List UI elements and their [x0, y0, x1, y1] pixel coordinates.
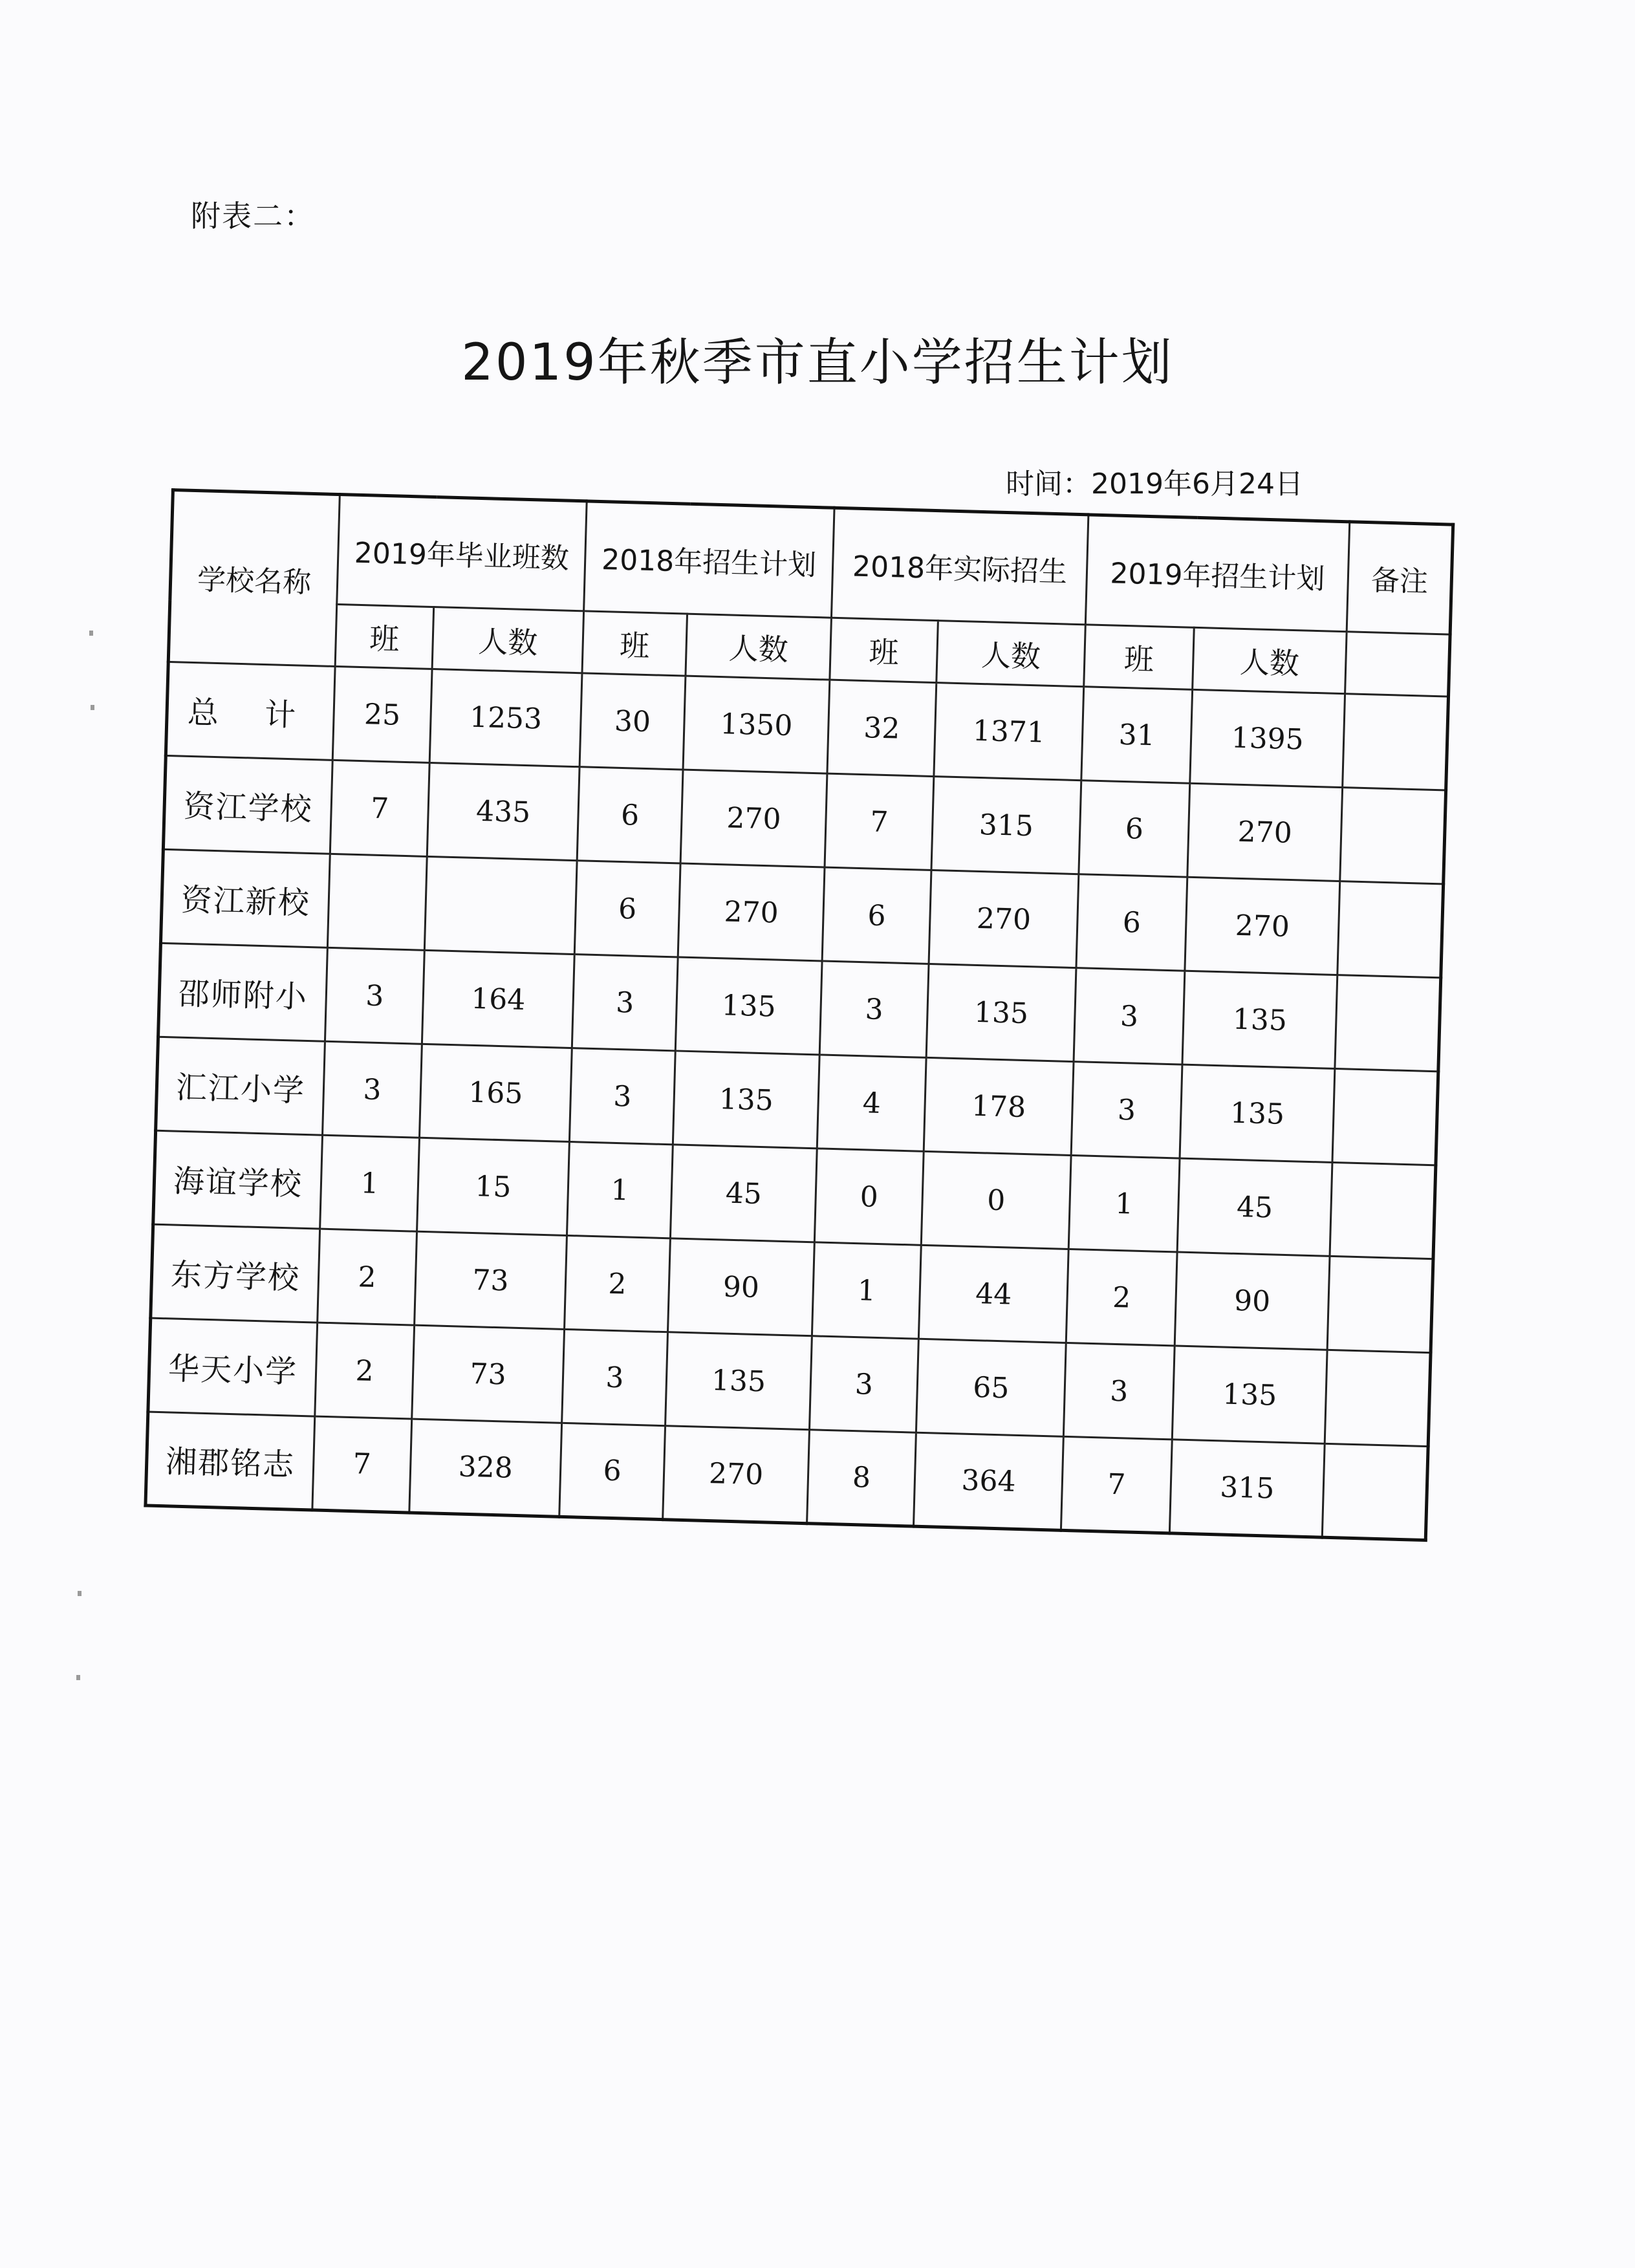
value-cell: 270 [1185, 877, 1340, 975]
value-cell: 2 [565, 1235, 671, 1332]
value-cell: 2 [315, 1323, 415, 1419]
value-cell: 7 [1061, 1436, 1172, 1533]
value-cell: 1 [1068, 1156, 1180, 1252]
value-cell: 6 [574, 861, 680, 957]
value-cell: 270 [663, 1426, 810, 1524]
value-cell: 65 [916, 1339, 1066, 1436]
remark-cell [1343, 694, 1449, 790]
value-cell: 3 [325, 947, 424, 1044]
school-name-cell: 汇江小学 [156, 1037, 325, 1135]
value-cell: 3 [1074, 968, 1185, 1064]
sub-header-students: 人数 [432, 607, 584, 673]
school-name-header: 学校名称 [168, 490, 340, 667]
value-cell: 3 [572, 955, 678, 1051]
value-cell: 4 [817, 1055, 926, 1151]
remark-cell [1335, 975, 1441, 1072]
value-cell: 328 [409, 1419, 562, 1517]
school-name-cell: 邵师附小 [158, 943, 328, 1041]
value-cell: 135 [666, 1332, 812, 1430]
value-cell: 178 [924, 1057, 1074, 1155]
value-cell: 270 [1187, 783, 1343, 881]
value-cell [327, 854, 427, 950]
value-cell: 73 [415, 1231, 567, 1329]
sub-header-classes: 班 [830, 618, 938, 682]
value-cell: 315 [931, 777, 1081, 874]
value-cell: 15 [417, 1138, 570, 1235]
value-cell: 3 [1063, 1343, 1175, 1439]
value-cell: 1395 [1190, 689, 1345, 787]
value-cell: 270 [929, 870, 1079, 967]
value-cell: 135 [675, 957, 822, 1055]
value-cell: 315 [1169, 1440, 1325, 1537]
value-cell: 3 [569, 1048, 675, 1145]
value-cell: 7 [312, 1416, 412, 1513]
sub-header-classes: 班 [335, 604, 434, 669]
value-cell: 8 [807, 1430, 916, 1526]
remark-cell [1330, 1162, 1436, 1258]
value-cell: 270 [680, 770, 827, 867]
value-cell: 32 [827, 680, 937, 776]
value-cell: 270 [678, 863, 825, 961]
value-cell: 2 [1066, 1249, 1177, 1345]
remarks-sub-header [1345, 632, 1451, 697]
plan-2018-header: 2018年招生计划 [584, 501, 834, 618]
value-cell: 135 [1180, 1064, 1335, 1162]
value-cell: 90 [668, 1238, 815, 1336]
scan-speck [89, 631, 93, 636]
scan-speck [78, 1591, 81, 1596]
value-cell: 6 [1076, 874, 1187, 971]
value-cell: 135 [926, 964, 1076, 1061]
sub-header-students: 人数 [1193, 627, 1347, 693]
value-cell: 90 [1175, 1252, 1330, 1350]
school-name-cell: 总 计 [166, 662, 335, 760]
scan-speck [91, 705, 94, 710]
school-name-cell: 湘郡铭志 [146, 1412, 315, 1510]
remark-cell [1337, 881, 1444, 978]
value-cell: 3 [819, 961, 929, 1057]
school-name-cell: 海谊学校 [153, 1130, 323, 1229]
school-name-cell: 华天小学 [148, 1318, 318, 1416]
value-cell: 30 [579, 673, 686, 770]
remark-cell [1332, 1068, 1438, 1165]
value-cell: 45 [670, 1145, 817, 1242]
value-cell: 0 [814, 1149, 924, 1245]
value-cell: 6 [559, 1423, 666, 1519]
value-cell: 7 [330, 760, 429, 856]
enrollment-table-container [144, 488, 1451, 1542]
value-cell: 135 [1182, 971, 1337, 1068]
enrollment-plan-table [144, 488, 1455, 1542]
value-cell: 165 [419, 1044, 572, 1141]
value-cell: 3 [1071, 1062, 1182, 1158]
graduating-classes-2019-header: 2019年毕业班数 [337, 495, 587, 611]
value-cell: 3 [323, 1041, 422, 1138]
value-cell: 3 [810, 1336, 919, 1432]
value-cell: 0 [921, 1151, 1071, 1249]
school-name-cell: 资江新校 [160, 849, 330, 947]
sub-header-students: 人数 [937, 621, 1086, 687]
scan-speck [76, 1675, 80, 1680]
school-name-cell: 资江学校 [163, 755, 332, 854]
value-cell: 364 [914, 1432, 1064, 1530]
value-cell: 7 [825, 773, 934, 870]
document-date: 时间：2019年6月24日 [1006, 468, 1303, 501]
actual-2018-header: 2018年实际招生 [831, 508, 1088, 625]
sub-header-students: 人数 [686, 614, 832, 680]
value-cell: 1253 [429, 669, 582, 767]
value-cell: 25 [332, 666, 432, 762]
school-name-cell: 东方学校 [151, 1224, 320, 1323]
value-cell: 1 [567, 1142, 673, 1238]
remark-cell [1340, 788, 1446, 884]
value-cell: 435 [427, 762, 579, 860]
value-cell: 1 [812, 1242, 921, 1339]
document-title: 2019年秋季市直小学招生计划 [461, 334, 1174, 392]
value-cell: 31 [1081, 687, 1193, 783]
value-cell: 44 [918, 1245, 1068, 1343]
value-cell: 6 [822, 867, 931, 964]
value-cell [424, 856, 577, 954]
value-cell: 1371 [934, 683, 1084, 781]
value-cell: 135 [1172, 1346, 1327, 1443]
remark-cell [1322, 1443, 1428, 1540]
value-cell: 135 [673, 1051, 819, 1149]
plan-2019-header: 2019年招生计划 [1085, 515, 1349, 632]
value-cell: 2 [318, 1229, 417, 1325]
value-cell: 164 [422, 950, 574, 1048]
value-cell: 1 [320, 1135, 420, 1231]
value-cell: 73 [412, 1325, 565, 1423]
page-label: 附表二： [191, 199, 315, 233]
remark-cell [1325, 1350, 1431, 1446]
value-cell: 3 [562, 1329, 668, 1425]
remark-cell [1327, 1256, 1433, 1352]
sub-header-classes: 班 [1084, 625, 1195, 690]
value-cell: 1350 [683, 676, 830, 773]
value-cell: 6 [1079, 781, 1190, 877]
value-cell: 6 [577, 767, 683, 863]
sub-header-classes: 班 [582, 611, 688, 676]
remarks-header: 备注 [1347, 522, 1453, 634]
value-cell: 45 [1177, 1158, 1332, 1256]
